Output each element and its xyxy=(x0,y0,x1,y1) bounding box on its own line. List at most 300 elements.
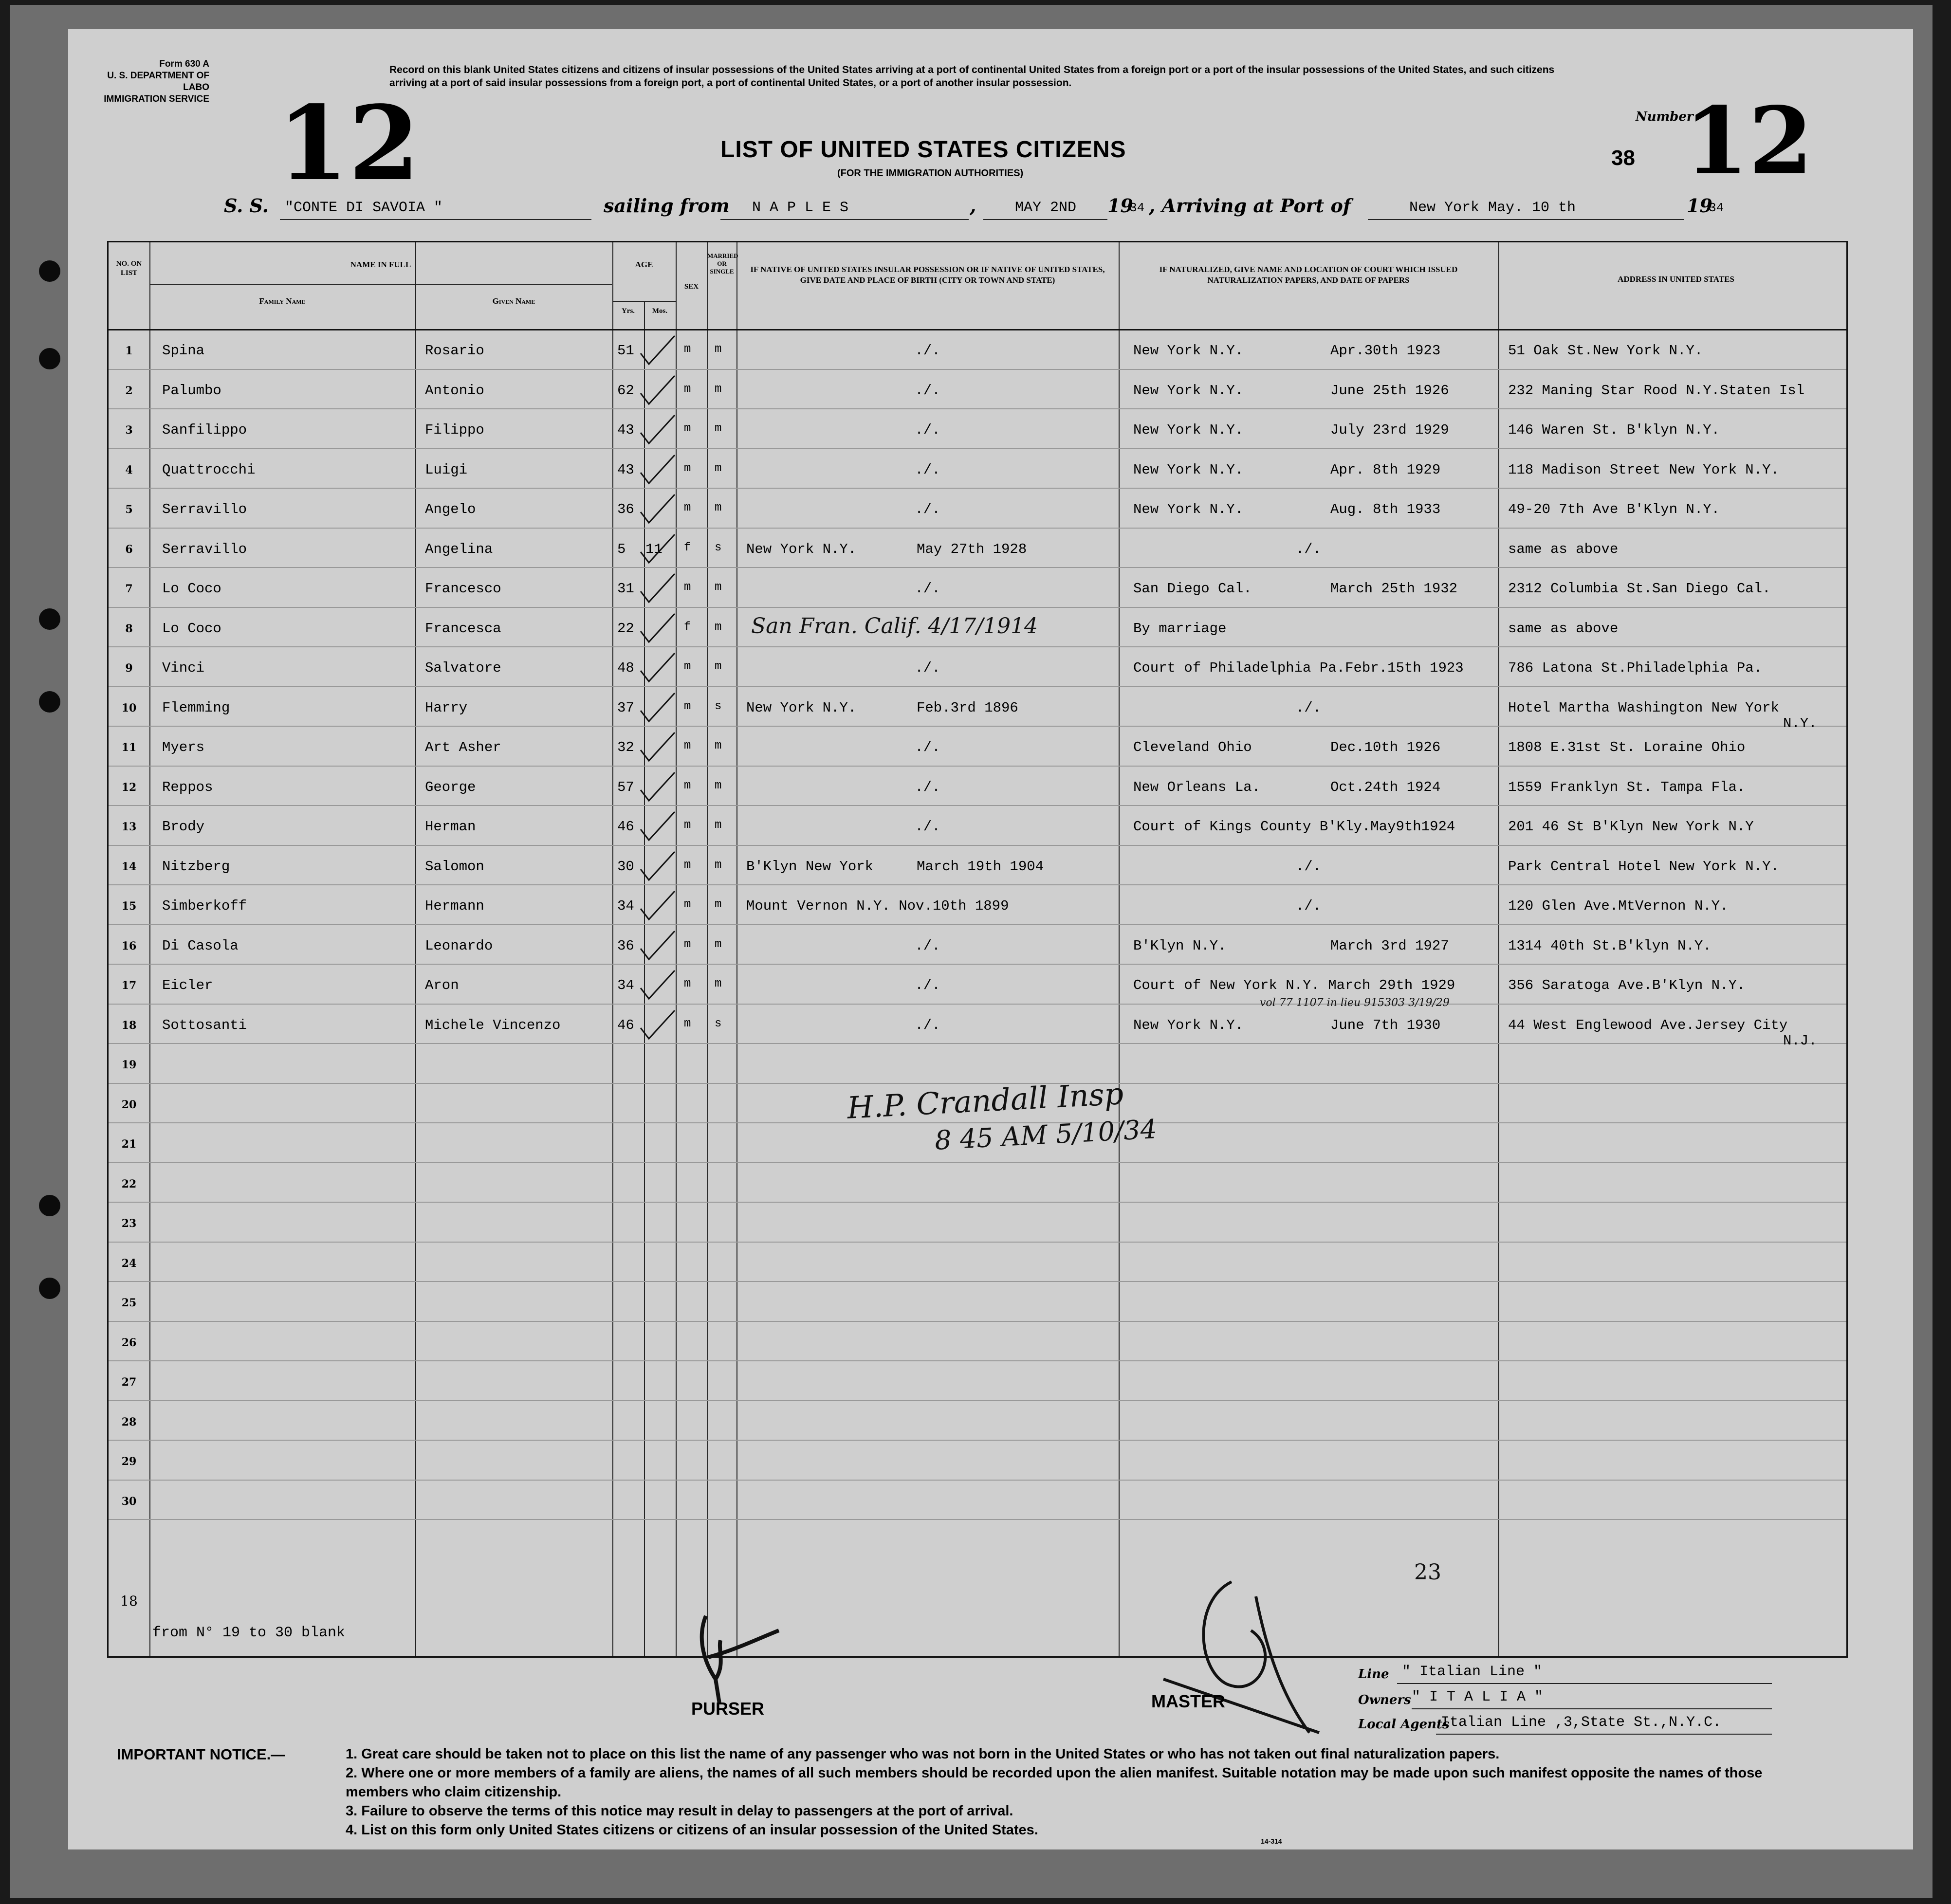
family-name: Vinci xyxy=(162,660,205,676)
address: 1559 Franklyn St. Tampa Fla. xyxy=(1508,779,1746,795)
given-name: Francesca xyxy=(425,620,501,637)
marital-status: m xyxy=(715,819,722,832)
check-mark xyxy=(638,850,677,884)
arrival-port-underline xyxy=(1368,219,1684,220)
punch-hole xyxy=(39,1278,60,1299)
given-name: Rosario xyxy=(425,343,484,359)
birth-date: Feb.3rd 1896 xyxy=(917,699,1018,716)
court-location: B'Klyn N.Y. xyxy=(1133,937,1227,954)
row-rule xyxy=(109,766,1846,767)
address: 49-20 7th Ave B'Klyn N.Y. xyxy=(1508,501,1720,517)
row-rule xyxy=(109,607,1846,608)
court-location: New Orleans La. xyxy=(1133,779,1261,795)
birth-place: ./. xyxy=(915,819,940,835)
row-rule xyxy=(109,1480,1846,1481)
row-number: 18 xyxy=(121,1019,137,1032)
age-years: 37 xyxy=(617,699,634,716)
court-location: By marriage xyxy=(1133,620,1227,637)
departure-port: N A P L E S xyxy=(752,200,849,216)
row-number: 27 xyxy=(121,1376,137,1389)
important-notice xyxy=(117,1745,1772,1838)
age-years: 36 xyxy=(617,937,634,954)
row-number: 9 xyxy=(125,662,133,675)
record-instructions: Record on this blank United States citizens and citizens of insular possessions of the United States arriving at a port of continental United States from a foreign port or a port of the insular possessions of the United States, and such citizens arriving at a port of said insular possessions from a foreign port, a port of continental United States, or a port of another insular possession. xyxy=(389,64,1555,89)
check-mark xyxy=(638,651,677,685)
check-mark xyxy=(638,493,677,527)
header-native-birth: IF NATIVE OF UNITED STATES INSULAR POSSESSION OR IF NATIVE OF UNITED STATES, GIVE DATE AND PLACE OF BIRTH (CITY OR TOWN AND STATE) xyxy=(750,265,1105,285)
address: 232 Maning Star Rood N.Y.Staten Isl xyxy=(1508,382,1805,399)
address: 118 Madison Street New York N.Y. xyxy=(1508,461,1779,478)
row-rule xyxy=(109,1360,1846,1361)
line-label: Line xyxy=(1358,1667,1389,1682)
naturalization-none: ./. xyxy=(1295,541,1322,557)
punch-hole xyxy=(39,348,60,369)
court-location: Court of Kings County B'Kly.May9th1924 xyxy=(1133,819,1455,835)
address: 44 West Englewood Ave.Jersey City xyxy=(1508,1017,1788,1033)
departure-date-underline xyxy=(983,219,1107,220)
punch-hole xyxy=(39,1195,60,1216)
sex: m xyxy=(684,660,691,673)
blank-note: from N° 19 to 30 blank xyxy=(152,1625,346,1641)
row-rule xyxy=(109,567,1846,568)
address: 2312 Columbia St.San Diego Cal. xyxy=(1508,581,1771,597)
marital-status: m xyxy=(715,620,722,634)
check-mark xyxy=(638,453,677,487)
marital-status: s xyxy=(715,699,722,713)
check-mark xyxy=(638,374,677,408)
row-number: 21 xyxy=(121,1138,137,1151)
family-name: Serravillo xyxy=(162,541,247,557)
arrival-port: New York May. 10 th xyxy=(1409,200,1576,216)
row-number: 12 xyxy=(121,781,137,794)
age-years: 46 xyxy=(617,1017,634,1033)
row-number: 2 xyxy=(125,384,133,397)
address: 146 Waren St. B'klyn N.Y. xyxy=(1508,422,1720,438)
row-rule xyxy=(109,448,1846,449)
naturalization-none: ./. xyxy=(1295,898,1322,914)
age-months: 11 xyxy=(645,541,663,557)
given-name: Aron xyxy=(425,977,459,993)
family-name: Myers xyxy=(162,739,205,755)
given-name: Angelina xyxy=(425,541,493,557)
age-years: 57 xyxy=(617,779,634,795)
row-rule xyxy=(109,686,1846,687)
check-mark xyxy=(638,810,677,844)
check-mark xyxy=(638,731,677,765)
address: 120 Glen Ave.MtVernon N.Y. xyxy=(1508,898,1729,914)
naturalization-date: July 23rd 1929 xyxy=(1330,422,1449,438)
sex: f xyxy=(684,541,691,554)
check-mark xyxy=(638,1008,677,1043)
row-number: 28 xyxy=(121,1415,137,1428)
row-number: 1 xyxy=(125,345,133,357)
given-name: Michele Vincenzo xyxy=(425,1017,561,1033)
header-naturalization: IF NATURALIZED, GIVE NAME AND LOCATION OF COURT WHICH ISSUED NATURALIZATION PAPERS, AND DATE OF PAPERS xyxy=(1159,265,1458,285)
address: 1808 E.31st St. Loraine Ohio xyxy=(1508,739,1746,755)
naturalization-none: ./. xyxy=(1295,699,1322,716)
notice-item-3: 3. Failure to observe the terms of this notice may result in delay to passengers at the port of arrival. xyxy=(346,1803,1013,1819)
notice-dash: — xyxy=(271,1747,285,1763)
header-address: ADDRESS IN UNITED STATES xyxy=(1618,275,1734,284)
family-name: Lo Coco xyxy=(162,581,221,597)
header-family-name: Family Name xyxy=(259,296,306,306)
inspector-time: 8 45 AM 5/10/34 xyxy=(934,1114,1158,1156)
sex: m xyxy=(684,739,691,752)
naturalization-date: Apr. 8th 1929 xyxy=(1330,461,1441,478)
naturalization-date: June 25th 1926 xyxy=(1330,382,1449,399)
birth-place: ./. xyxy=(915,382,940,399)
address: 356 Saratoga Ave.B'Klyn N.Y. xyxy=(1508,977,1746,993)
family-name: Di Casola xyxy=(162,937,239,954)
row-rule xyxy=(109,1281,1846,1282)
print-code: 14-314 xyxy=(1261,1837,1282,1845)
age-years: 48 xyxy=(617,660,634,676)
given-name: Angelo xyxy=(425,501,476,517)
sex: m xyxy=(684,858,691,872)
given-name: Art Asher xyxy=(425,739,501,755)
naturalization-date: Dec.10th 1926 xyxy=(1330,739,1441,755)
row-number: 4 xyxy=(125,463,133,476)
row-number: 19 xyxy=(121,1059,137,1071)
address-continued: N.Y. xyxy=(1783,715,1817,732)
header-given-name: Given Name xyxy=(492,296,535,306)
owners-label: Owners xyxy=(1358,1693,1411,1707)
birth-place: ./. xyxy=(915,461,940,478)
total-count: 18 xyxy=(120,1593,138,1609)
departure-year: 34 xyxy=(1129,201,1145,215)
marital-status: m xyxy=(715,461,722,475)
agents-label: Local Agents xyxy=(1358,1717,1450,1732)
notice-item-4: 4. List on this form only United States citizens or citizens of an insular possession of the United States. xyxy=(346,1822,1038,1838)
given-name: Salvatore xyxy=(425,660,501,676)
form-id xyxy=(83,58,209,105)
sex: m xyxy=(684,501,691,514)
sex: m xyxy=(684,461,691,475)
age-years: 36 xyxy=(617,501,634,517)
check-mark xyxy=(638,969,677,1003)
row-rule xyxy=(109,1202,1846,1203)
agents-value: Italian Line ,3,State St.,N.Y.C. xyxy=(1441,1714,1722,1731)
row-number: 6 xyxy=(125,543,133,556)
row-rule xyxy=(109,1519,1846,1520)
row-number: 5 xyxy=(125,503,133,516)
marital-status: m xyxy=(715,977,722,990)
service-name: IMMIGRATION SERVICE xyxy=(104,94,209,104)
header-mos: Mos. xyxy=(652,307,668,315)
year-prefix: 19 xyxy=(1107,195,1133,217)
row-rule xyxy=(109,369,1846,370)
departure-date: MAY 2ND xyxy=(1015,200,1077,216)
check-mark xyxy=(638,413,677,447)
family-name: Brody xyxy=(162,819,205,835)
court-location: Court of Philadelphia Pa.Febr.15th 1923 xyxy=(1133,660,1464,676)
row-number: 29 xyxy=(121,1455,137,1468)
inspector-signature: H.P. Crandall Insp xyxy=(846,1076,1124,1126)
given-name: Francesco xyxy=(425,581,501,597)
row-rule xyxy=(109,1004,1846,1005)
age-years: 22 xyxy=(617,620,634,637)
row-rule xyxy=(109,1162,1846,1163)
given-name: Antonio xyxy=(425,382,484,399)
age-years: 30 xyxy=(617,858,634,875)
court-location: New York N.Y. xyxy=(1133,343,1244,359)
notice-title: IMPORTANT NOTICE. xyxy=(117,1746,271,1763)
birth-place: B'Klyn New York xyxy=(746,858,874,875)
age-years: 43 xyxy=(617,422,634,438)
sex: m xyxy=(684,1017,691,1030)
row-rule xyxy=(109,1321,1846,1322)
birth-place: ./. xyxy=(915,343,940,359)
header-no-on-list: NO. ON LIST xyxy=(116,260,142,277)
sheet-number-right: 12 xyxy=(1684,87,1813,195)
court-location: Court of New York N.Y. March 29th 1929 xyxy=(1133,977,1455,993)
court-location: New York N.Y. xyxy=(1133,461,1244,478)
row-rule xyxy=(109,646,1846,647)
birth-place: New York N.Y. xyxy=(746,699,857,716)
age-years: 43 xyxy=(617,461,634,478)
birth-place: ./. xyxy=(915,779,940,795)
marital-status: m xyxy=(715,422,722,435)
family-name: Serravillo xyxy=(162,501,247,517)
header-age: AGE xyxy=(635,260,653,269)
court-location: New York N.Y. xyxy=(1133,422,1244,438)
marital-status: m xyxy=(715,501,722,514)
sex: f xyxy=(684,620,691,634)
birth-date: March 19th 1904 xyxy=(917,858,1044,875)
court-location: San Diego Cal. xyxy=(1133,581,1252,597)
age-years: 34 xyxy=(617,898,634,914)
owners-value: " I T A L I A " xyxy=(1412,1689,1544,1705)
naturalization-note: vol 77 1107 in lieu 915303 3/19/29 xyxy=(1260,996,1450,1009)
birth-place: ./. xyxy=(915,739,940,755)
given-name: Luigi xyxy=(425,461,468,478)
sex: m xyxy=(684,699,691,713)
address: 786 Latona St.Philadelphia Pa. xyxy=(1508,660,1763,676)
birth-place: ./. xyxy=(915,660,940,676)
row-rule xyxy=(109,964,1846,965)
row-number: 17 xyxy=(121,979,137,992)
punch-hole xyxy=(39,608,60,630)
departure-port-underline xyxy=(720,219,969,220)
notice-item-2: 2. Where one or more members of a family are aliens, the names of all such members should be recorded upon the alien manifest. Suitable notation may be made upon such manifest opposite the names of those members who claim citizenship. xyxy=(346,1765,1763,1800)
birth-place: ./. xyxy=(915,422,940,438)
marital-status: m xyxy=(715,937,722,951)
year-prefix: 19 xyxy=(1687,195,1712,217)
punch-hole xyxy=(39,260,60,282)
birth-date: May 27th 1928 xyxy=(917,541,1027,557)
age-years: 34 xyxy=(617,977,634,993)
birth-handwritten: San Fran. Calif. 4/17/1914 xyxy=(751,613,1038,639)
family-name: Palumbo xyxy=(162,382,221,399)
sex: m xyxy=(684,779,691,792)
row-number: 10 xyxy=(121,701,137,714)
ship-name: "CONTE DI SAVOIA " xyxy=(285,200,443,216)
given-name: Harry xyxy=(425,699,468,716)
age-years: 62 xyxy=(617,382,634,399)
row-number: 20 xyxy=(121,1098,137,1111)
birth-place: New York N.Y. xyxy=(746,541,857,557)
row-number: 23 xyxy=(121,1217,137,1230)
family-name: Eicler xyxy=(162,977,213,993)
check-mark xyxy=(638,532,677,567)
address: same as above xyxy=(1508,541,1619,557)
birth-place: ./. xyxy=(915,581,940,597)
age-years: 31 xyxy=(617,581,634,597)
punch-hole xyxy=(39,691,60,713)
row-rule xyxy=(109,924,1846,925)
marital-status: m xyxy=(715,343,722,356)
address: Hotel Martha Washington New York xyxy=(1508,699,1779,716)
row-rule xyxy=(109,408,1846,409)
page-mark: 23 xyxy=(1414,1560,1441,1585)
family-name: Lo Coco xyxy=(162,620,221,637)
check-mark xyxy=(638,572,677,606)
header-name-in-full: NAME IN FULL xyxy=(350,260,411,269)
check-mark xyxy=(638,334,677,368)
master-signature xyxy=(1134,1572,1339,1742)
court-location: Cleveland Ohio xyxy=(1133,739,1252,755)
row-number: 3 xyxy=(125,424,133,437)
row-rule xyxy=(109,488,1846,489)
owners-underline xyxy=(1412,1708,1772,1709)
sex: m xyxy=(684,898,691,911)
master-label: MASTER xyxy=(1151,1691,1225,1711)
given-name: Filippo xyxy=(425,422,484,438)
row-number: 24 xyxy=(121,1257,137,1270)
sex: m xyxy=(684,382,691,396)
address: same as above xyxy=(1508,620,1619,637)
header-yrs: Yrs. xyxy=(621,307,635,315)
ss-label: S. S. xyxy=(224,195,269,217)
check-mark xyxy=(638,612,677,646)
page-title: LIST OF UNITED STATES CITIZENS xyxy=(720,137,1126,163)
age-years: 5 xyxy=(617,541,626,557)
number-label: Number xyxy=(1636,110,1693,124)
marital-status: m xyxy=(715,779,722,792)
row-number: 14 xyxy=(121,860,137,873)
address: 1314 40th St.B'klyn N.Y. xyxy=(1508,937,1712,954)
given-name: Herman xyxy=(425,819,476,835)
family-name: Sanfilippo xyxy=(162,422,247,438)
row-number: 13 xyxy=(121,821,137,833)
row-number: 15 xyxy=(121,900,137,913)
passenger-table xyxy=(107,241,1848,1658)
sex: m xyxy=(684,581,691,594)
sex: m xyxy=(684,977,691,990)
ship-name-underline xyxy=(280,219,591,220)
naturalization-date: Oct.24th 1924 xyxy=(1330,779,1441,795)
row-number: 11 xyxy=(121,741,137,754)
birth-place: ./. xyxy=(915,977,940,993)
row-rule xyxy=(109,805,1846,806)
marital-status: s xyxy=(715,1017,722,1030)
naturalization-none: ./. xyxy=(1295,858,1322,875)
check-mark xyxy=(638,691,677,725)
given-name: Leonardo xyxy=(425,937,493,954)
address: 51 Oak St.New York N.Y. xyxy=(1508,343,1703,359)
purser-label: PURSER xyxy=(691,1699,765,1719)
line-underline xyxy=(1397,1683,1772,1684)
row-rule xyxy=(109,1242,1846,1243)
sex: m xyxy=(684,819,691,832)
row-rule xyxy=(109,528,1846,529)
marital-status: m xyxy=(715,382,722,396)
family-name: Nitzberg xyxy=(162,858,230,875)
birth-place: ./. xyxy=(915,501,940,517)
row-rule xyxy=(109,1043,1846,1044)
birth-place: ./. xyxy=(915,937,940,954)
sailing-label: sailing from xyxy=(604,195,730,217)
court-location: New York N.Y. xyxy=(1133,1017,1244,1033)
family-name: Simberkoff xyxy=(162,898,247,914)
form-number: Form 630 A xyxy=(159,59,209,69)
family-name: Flemming xyxy=(162,699,230,716)
naturalization-date: March 3rd 1927 xyxy=(1330,937,1449,954)
row-rule xyxy=(109,845,1846,846)
given-name: Salomon xyxy=(425,858,484,875)
header-married-single: MARRIED OR SINGLE xyxy=(707,252,738,275)
row-rule xyxy=(109,1440,1846,1441)
row-number: 7 xyxy=(125,583,133,595)
naturalization-date: June 7th 1930 xyxy=(1330,1017,1441,1033)
row-rule xyxy=(109,726,1846,727)
address-continued: N.J. xyxy=(1783,1032,1817,1049)
family-name: Sottosanti xyxy=(162,1017,247,1033)
naturalization-date: March 25th 1932 xyxy=(1330,581,1458,597)
address: Park Central Hotel New York N.Y. xyxy=(1508,858,1779,875)
row-rule xyxy=(109,1400,1846,1401)
age-years: 32 xyxy=(617,739,634,755)
row-number: 8 xyxy=(125,622,133,635)
department-name: U. S. DEPARTMENT OF LABO xyxy=(107,71,209,92)
agents-underline xyxy=(1436,1734,1772,1735)
birth-place: Mount Vernon N.Y. Nov.10th 1899 xyxy=(746,898,1009,914)
given-name: Hermann xyxy=(425,898,484,914)
check-mark xyxy=(638,889,677,923)
row-number: 30 xyxy=(121,1495,137,1508)
court-location: New York N.Y. xyxy=(1133,382,1244,399)
arriving-label: , Arriving at Port of xyxy=(1149,195,1351,217)
family-name: Quattrocchi xyxy=(162,461,256,478)
sex: m xyxy=(684,937,691,951)
marital-status: m xyxy=(715,581,722,594)
row-rule xyxy=(109,884,1846,885)
row-number: 22 xyxy=(121,1177,137,1190)
age-years: 46 xyxy=(617,819,634,835)
age-years: 51 xyxy=(617,343,634,359)
marital-status: m xyxy=(715,898,722,911)
check-mark xyxy=(638,929,677,963)
sheet-number-left: 12 xyxy=(277,83,420,203)
sex: m xyxy=(684,343,691,356)
check-mark xyxy=(638,770,677,805)
marital-status: m xyxy=(715,858,722,872)
sex: m xyxy=(684,422,691,435)
stamp-number: 38 xyxy=(1611,146,1635,170)
birth-place: ./. xyxy=(915,1017,940,1033)
header-sex: SEX xyxy=(684,283,699,291)
row-number: 25 xyxy=(121,1297,137,1309)
row-number: 16 xyxy=(121,939,137,952)
family-name: Spina xyxy=(162,343,205,359)
line-value: " Italian Line " xyxy=(1402,1664,1543,1680)
marital-status: m xyxy=(715,660,722,673)
page-subtitle: (FOR THE IMMIGRATION AUTHORITIES) xyxy=(837,168,1024,179)
naturalization-date: Apr.30th 1923 xyxy=(1330,343,1441,359)
comma: , xyxy=(970,195,976,217)
family-name: Reppos xyxy=(162,779,213,795)
row-number: 26 xyxy=(121,1336,137,1349)
